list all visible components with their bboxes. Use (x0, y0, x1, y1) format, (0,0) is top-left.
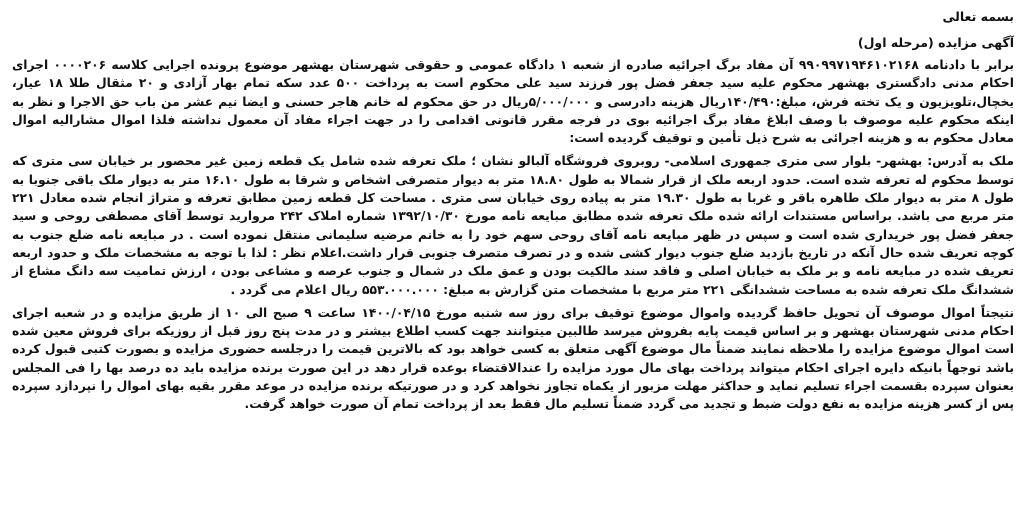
notice-title: آگهی مزایده (مرحله اول) (857, 35, 1014, 50)
invocation-heading: بسمه تعالی (942, 9, 1014, 24)
paragraph-property-description: ملک به آدرس: بهشهر- بلوار سی متری جمهوری اسلامی- روبروی فروشگاه آلبالو نشان ؛ ملک تعرفه شده شامل یک قطعه زمین غیر محصور بر خیابان سی متری که توسط محکوم له تعرفه شده است. حدود اربعه ملک از قرار شمالا به طول ۱۸.۸۰ متر به دیوار متصرفی اشخاص و شرقا به طول ۱۶.۱۰ متر به دیوار ملک باقی جنوبا به طول ۸ متر به دیوار ملک طاهره باقر و غربا به طول ۱۹.۳۰ متر به پیاده روی خیابان سی متری . مساحت کل قطعه زمین مطابق تعرفه و متراژ انجام شده معادل ۲۲۱ متر مربع می باشد. براساس مستندات ارائه شده ملک تعرفه شده مطابق مبایعه نامه مورخ ۱۳۹۲/۱۰/۳۰ شماره املاک ۲۴۲ مرواريد توسط آقای مصطفی روحی و سید جعفر فضل پور خریداری شده است و سپس در ظهر مبایعه نامه آقای روحی سهم خود را به خانم مرضیه سلیمانی منتقل نموده است . در مبایعه نامه ضلع جنوب به کوچه تعریف شده حال آنکه در تاریخ بازدید ضلع جنوب دیوار کشی شده و در تصرف متصرف جنوبی قرار داشت.اعلام نظر : لذا با توجه به مشخصات ملک و حدود اربعه تعریف شده در مبایعه نامه و بر ملک به خیابان اصلی و فاقد سند مالکیت بودن و عمق ملک در شمال و جنوب عرصه و مشاعی بودن ، ارزش تمامیت سه دانگ مشاع از ششدانگ ملک تعرفه شده به مساحت ششدانگی ۲۲۱ متر مربع با مشخصات متن گزارش به مبلغ: ۵۵۳.۰۰۰.۰۰۰ ریال اعلام می گردد . (12, 154, 1015, 297)
paragraph-auction-terms: نتیجتاً اموال موصوف آن تحویل حافظ گردیده واموال موضوع توقیف برای روز سه شنبه مورخ ۱۴۰۰/۰۴/۱۵ ساعت ۹ صبح الی ۱۰ از طریق مزایده و در شعبه اجرای احکام مدنی شهرستان بهشهر و بر اساس قیمت پایه بفروش میرسد طالبین میتوانند جهت کسب اطلاع بیشتر و در مدت پنج روز قبل از روزیکه برای فروش معین شده است اموال موضوع مزایده را ملاحظه نمایند ضمناً مال موضوع آگهی متعلق به کسی خواهد بود که بالاترین قیمت را درجلسه حضوری مزایده و بصورت کتبی قبول کرده باشد توجهاً بانیکه دایره اجرای احکام میتواند پرداخت بهای مال مورد مزایده را عندالاقتضاء بوعده قرار دهد در این صورت برنده مزایده باید ده درصد بها را فی المجلس بعنوان سپرده بقسمت اجراء تسلیم نماید و حداکثر مهلت مزبور از یکماه تجاوز نخواهد کرد و در صورتیکه برنده مزایده در موعد مقرر بقیه بهای اموال را نپردازد سپرده پس از کسر هزینه مزایده به نفع دولت ضبط و تجدید می گردد ضمناً تسلیم مال فقط بعد از پرداخت تمام آن صورت خواهد گرفت. (12, 305, 1014, 412)
paragraph-judgment: برابر با دادنامه ۹۹۰۹۹۷۱۹۴۶۱۰۲۱۶۸ آن مفاد برگ اجرائیه صادره از شعبه ۱ دادگاه عمومی و حقوقی شهرستان بهشهر موضوع پرونده اجرایی کلاسه ۰۰۰۰۲۰۶ اجرای احکام مدنی دادگستری بهشهر محکوم علیه سید جعفر فضل پور فرزند سید علی محکوم است به پرداخت ۵۰۰ عدد سکه تمام بهار آزادی و ۲۰ مثقال طلا ۱۸ عیار، یخچال،تلویزیون و یک تخته فرش، مبلغ:۱۴۰/۴۹۰ریال هزینه دادرسی و ۵/۰۰۰/۰۰۰ریال در حق محکوم له خانم هاجر حسنی و ایضا نیم عشر من باب حق الاجرا و نظر به اینکه محکوم علیه موصوف با وصف ابلاغ مفاد برگ اجرائیه بوی در فرجه مقرر قانونی اقدامی را در جهت اجراء مفاد آن معمول نداشته فلذا اموال مشارالیه اموال معادل محکوم به و هزینه اجرائی به شرح ذیل تأمین و توقیف گردیده است: (12, 58, 1015, 146)
